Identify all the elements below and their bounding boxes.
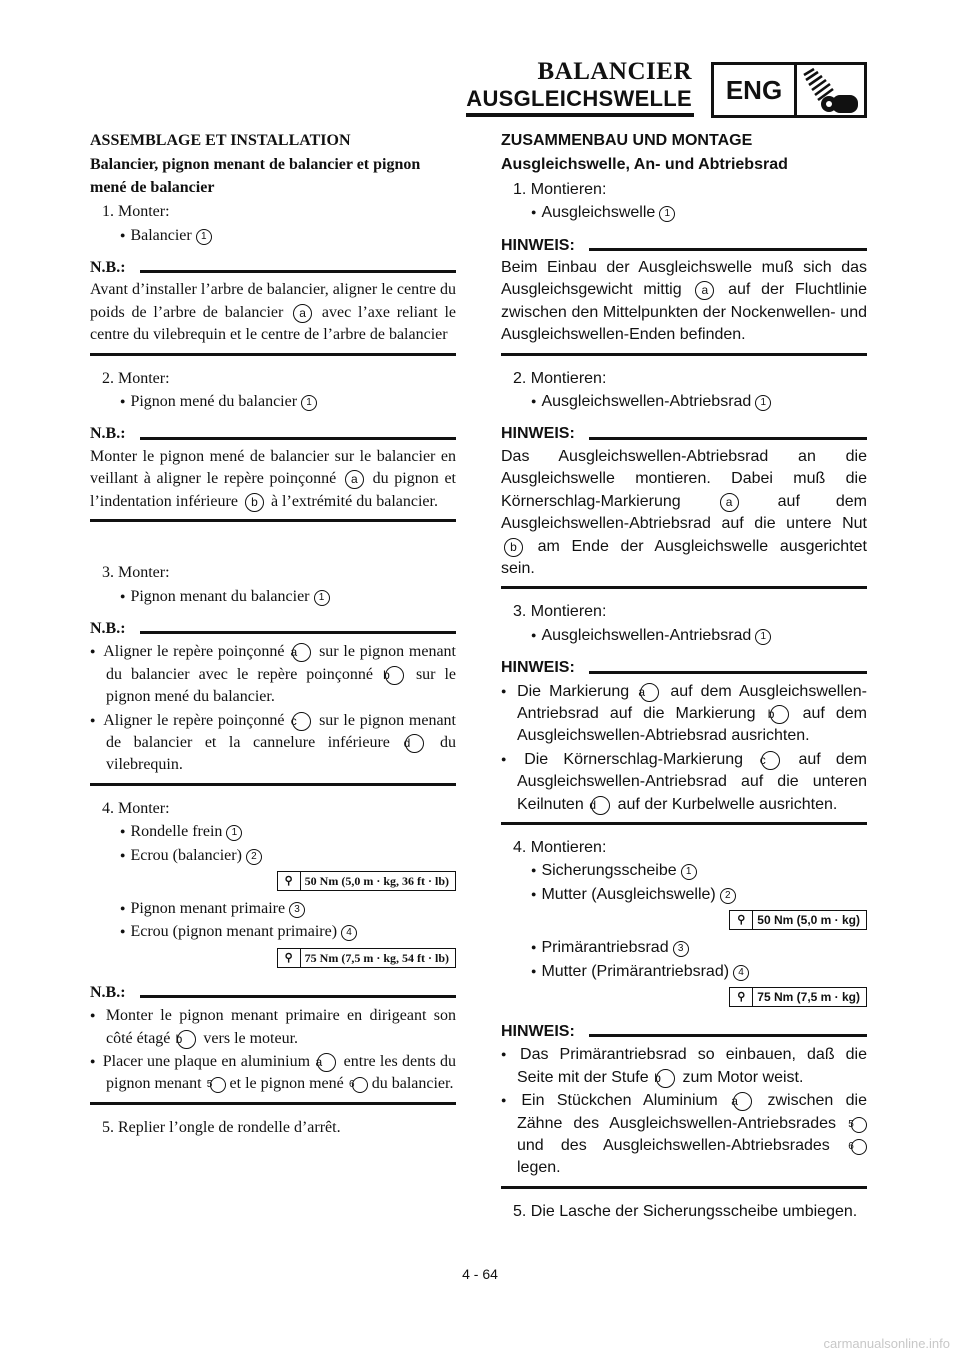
note-1-end-de [501, 353, 867, 356]
note-3-end-de [501, 822, 867, 825]
note-1-end-fr [90, 353, 456, 356]
note-4-end-fr [90, 1102, 456, 1105]
note-3-item-2-de: ● Die Körnerschlag-Markierung c auf dem Ausgleichswellen-Antriebsrad auf die unteren Keilnuten d auf der Kurbelwelle ausrichten. [501, 748, 867, 816]
step-4-item-2-fr: ● Ecrou (balancier) 2 [120, 844, 456, 867]
note-4-fr: N.B.: [90, 982, 456, 1004]
note-4-end-de [501, 1186, 867, 1189]
step-2-fr: 2. Monter: [102, 369, 170, 387]
note-2-end-fr [90, 519, 456, 522]
step-3-fr: 3. Monter: [102, 564, 170, 582]
step-4-item-4-de: ● Mutter (Primärantriebsrad) 4 [531, 960, 867, 983]
step-4-item-1-fr: ● Rondelle frein 1 [120, 820, 456, 843]
note-1-text-fr: Avant d’installer l’arbre de balancier, aligner le centre du poids de l’arbre de balancier a avec l’axe reliant le centre du vilebrequin et le centre de l’arbre de balancier [90, 281, 457, 344]
subheading-fr: Balancier, pignon menant de balancier et pignon mené de balancier [90, 156, 421, 196]
step-4-item-3-fr: ● Pignon menant primaire 3 [120, 897, 456, 920]
step-5-fr: 5. Replier l’ongle de rondelle d’arrêt. [102, 1118, 341, 1136]
engine-spring-icon [800, 67, 860, 115]
page-number: 4 - 64 [462, 1266, 498, 1282]
step-1-de: 1. Montieren: [513, 180, 607, 198]
note-2-de: HINWEIS: [501, 423, 867, 445]
step-3-de: 3. Montieren: [513, 603, 607, 621]
eng-label: ENG [714, 65, 797, 115]
step-4-fr: 4. Monter: [102, 799, 170, 817]
heading-fr: ASSEMBLAGE ET INSTALLATION [90, 132, 351, 149]
step-2-item-de: ● Ausgleichswellen-Abtriebsrad 1 [531, 390, 867, 413]
step-4-item-3-de: ● Primärantriebsrad 3 [531, 936, 867, 959]
step-1-item-fr: ● Balancier 1 [120, 224, 456, 247]
wrench-icon: ⚲ [278, 949, 301, 967]
section-title-fr: BALANCIER [537, 58, 692, 85]
section-title-de: AUSGLEICHSWELLE [466, 86, 692, 111]
note-4-item-2-de: ● Ein Stückchen Aluminium a zwischen die Zähne des Ausgleichswellen-Antriebsrades 5 und des Ausgleichswellen-Abtriebsrades 6 legen. [501, 1089, 867, 1180]
note-2-end-de [501, 586, 867, 589]
wrench-icon: ⚲ [278, 872, 301, 890]
note-1-text-de: Beim Einbau der Ausgleichswelle muß sich das Ausgleichsgewicht mittig a auf der Fluchtlinie zwischen den Mittelpunkten der Nockenwellen- und Ausgleichswellen-Enden befinden. [501, 259, 867, 344]
wrench-icon: ⚲ [730, 988, 753, 1006]
note-3-de: HINWEIS: [501, 657, 867, 679]
torque-spec-2-de: ⚲ 75 Nm (7,5 m · kg) [501, 987, 867, 1007]
note-4-de: HINWEIS: [501, 1021, 867, 1043]
step-3-item-fr: ● Pignon menant du balancier 1 [120, 585, 456, 608]
torque-spec-1-fr: ⚲ 50 Nm (5,0 m · kg, 36 ft · lb) [90, 871, 456, 891]
note-2-fr: N.B.: [90, 423, 456, 445]
header-rule [466, 113, 694, 117]
note-3-fr: N.B.: [90, 618, 456, 640]
subheading-de: Ausgleichswelle, An- und Abtriebsrad [501, 156, 788, 174]
note-4-item-1-de: ● Das Primärantriebsrad so einbauen, daß die Seite mit der Stufe b zum Motor weist. [501, 1043, 867, 1089]
note-3-item-1-de: ● Die Markierung a auf dem Ausgleichswellen-Antriebsrad auf die Markierung b auf dem Ausgleichswellen-Abtriebsrad ausrichten. [501, 680, 867, 748]
column-german [501, 130, 867, 1223]
note-4-item-2-fr: ● Placer une plaque en aluminium a entre les dents du pignon menant 5 et le pignon mené 6 du balancier. [90, 1050, 456, 1096]
torque-spec-2-fr: ⚲ 75 Nm (7,5 m · kg, 54 ft · lb) [90, 948, 456, 968]
heading-de: ZUSAMMENBAU UND MONTAGE [501, 132, 753, 149]
note-2-text-de: Das Ausgleichswellen-Abtriebsrad an die Ausgleichswelle montieren. Dabei muß die Körnerschlag-Markierung a auf dem Ausgleichswellen-Abtriebsrad auf die untere Nut b am Ende der Ausgleichswelle ausgerichtet sein. [501, 447, 867, 577]
step-5-de: 5. Die Lasche der Sicherungsscheibe umbiegen. [513, 1202, 858, 1220]
step-4-item-2-de: ● Mutter (Ausgleichswelle) 2 [531, 883, 867, 906]
footer-watermark: carmanualsonline.info [823, 1336, 950, 1351]
step-1-item-de: ● Ausgleichswelle 1 [531, 201, 867, 224]
note-3-end-fr [90, 783, 456, 786]
note-3-item-2-fr: ● Aligner le repère poinçonné c sur le pignon menant de balancier et la cannelure inférieure d du vilebrequin. [90, 709, 456, 777]
note-1-fr: N.B.: [90, 257, 456, 279]
column-french [90, 130, 456, 1139]
wrench-icon: ⚲ [730, 911, 753, 929]
torque-spec-1-de: ⚲ 50 Nm (5,0 m · kg) [501, 910, 867, 930]
step-3-item-de: ● Ausgleichswellen-Antriebsrad 1 [531, 624, 867, 647]
step-4-item-4-fr: ● Ecrou (pignon menant primaire) 4 [120, 920, 456, 943]
note-3-item-1-fr: ● Aligner le repère poinçonné a sur le pignon menant du balancier avec le repère poinçonné b sur le pignon mené du balancier. [90, 640, 456, 708]
step-4-de: 4. Montieren: [513, 838, 607, 856]
step-1-fr: 1. Monter: [102, 203, 170, 221]
note-2-text-fr: Monter le pignon mené de balancier sur le balancier en veillant à aligner le repère poinçonné a du pignon et l’indentation inférieure b à l’extrémité du balancier. [90, 447, 456, 510]
note-4-item-1-fr: ● Monter le pignon menant primaire en dirigeant son côté étagé b vers le moteur. [90, 1004, 456, 1050]
step-2-item-fr: ● Pignon mené du balancier 1 [120, 390, 456, 413]
note-1-de: HINWEIS: [501, 235, 867, 257]
step-4-item-1-de: ● Sicherungsscheibe 1 [531, 859, 867, 882]
eng-badge [711, 62, 867, 118]
step-2-de: 2. Montieren: [513, 369, 607, 387]
